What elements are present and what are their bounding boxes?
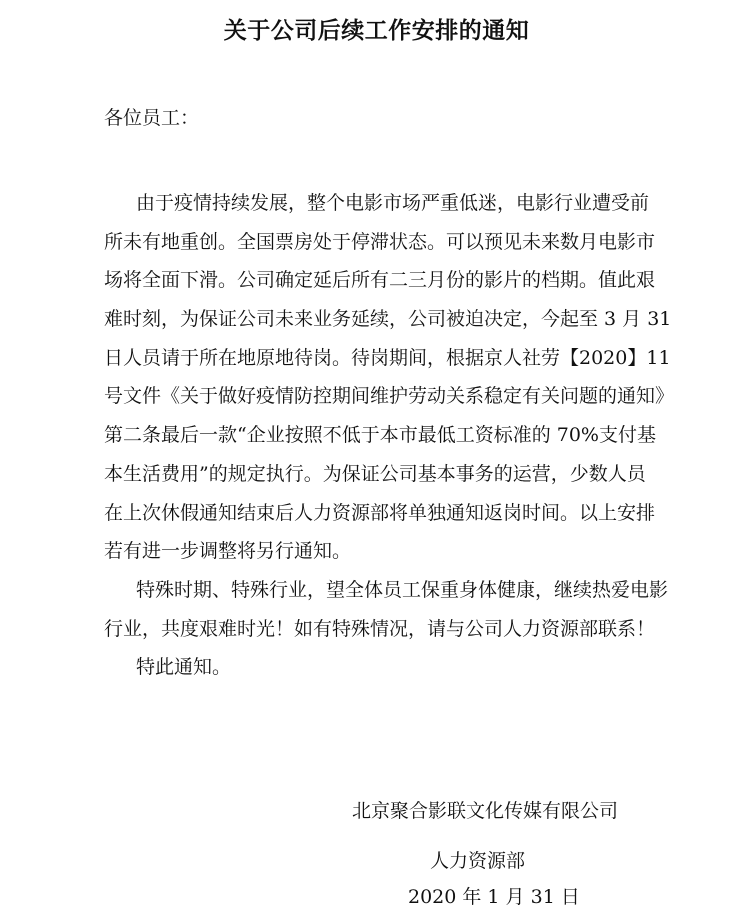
paragraph-line: 日人员请于所在地原地待岗。待岗期间，根据京人社劳【2020】11 xyxy=(104,346,671,369)
paragraph-line: 场将全面下滑。公司确定延后所有二三月份的影片的档期。值此艰 xyxy=(104,269,656,292)
paragraph-line: 在上次休假通知结束后人力资源部将单独通知返岗时间。以上安排 xyxy=(104,501,656,524)
paragraph-line: 第二条最后一款“企业按照不低于本市最低工资标准的 70%支付基 xyxy=(104,424,656,447)
signature-department: 人力资源部 xyxy=(430,850,526,872)
paragraph-line: 若有进一步调整将另行通知。 xyxy=(104,540,352,563)
closing-line: 特此通知。 xyxy=(136,656,232,679)
paragraph-line: 行业，共度艰难时光！如有特殊情况，请与公司人力资源部联系！ xyxy=(104,617,656,640)
paragraph-1 xyxy=(104,184,694,571)
paragraph-2 xyxy=(104,571,694,648)
signature-date: 2020 年 1 月 31 日 xyxy=(408,886,580,908)
paragraph-line: 本生活费用”的规定执行。为保证公司基本事务的运营，少数人员 xyxy=(104,462,646,485)
paragraph-line: 所未有地重创。全国票房处于停滞状态。可以预见未来数月电影市 xyxy=(104,230,656,253)
paragraph-line: 特殊时期、特殊行业，望全体员工保重身体健康，继续热爱电影 xyxy=(136,578,669,601)
signature-company: 北京聚合影联文化传媒有限公司 xyxy=(352,800,619,822)
closing xyxy=(104,648,694,687)
paragraph-line: 号文件《关于做好疫情防控期间维护劳动关系稳定有关问题的通知》 xyxy=(104,385,675,408)
salutation: 各位员工： xyxy=(104,107,200,129)
paragraph-line: 难时刻，为保证公司未来业务延续，公司被迫决定，今起至 3 月 31 xyxy=(104,308,672,331)
notice-body xyxy=(104,184,694,687)
paragraph-line: 由于疫情持续发展，整个电影市场严重低迷，电影行业遭受前 xyxy=(136,192,650,214)
notice-title: 关于公司后续工作安排的通知 xyxy=(223,18,530,44)
